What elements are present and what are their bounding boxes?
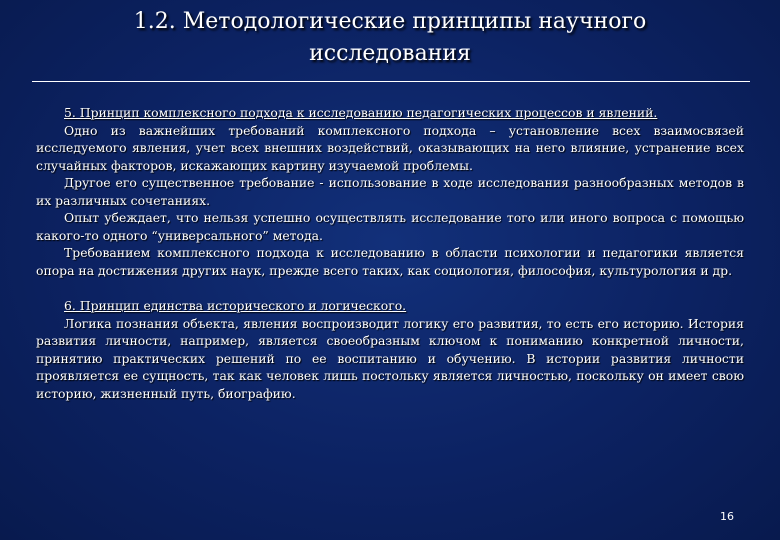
slide-body — [36, 104, 744, 402]
page-number: 16 — [720, 510, 734, 523]
title-line-1: 1.2. Методологические принципы научного — [133, 9, 647, 34]
section-5-paragraph-1: Одно из важнейших требований комплексного подхода – установление всех взаимосвязей исследуемого явления, учет всех внешних воздействий, оказывающих на него влияние, устранение всех случайных факторов, искажающих картину изучаемой проблемы. — [36, 122, 744, 173]
section-gap — [36, 279, 744, 297]
section-5-paragraph-3: Опыт убеждает, что нельзя успешно осуществлять исследование того или иного вопроса с помощью какого-то одного “универсального” метода. — [36, 210, 744, 243]
section-6-heading: 6. Принцип единства исторического и логического. — [64, 298, 407, 313]
section-5-paragraph-2: Другое его существенное требование - использование в ходе исследования разнообразных методов в их различных сочетаниях. — [36, 175, 744, 208]
title-divider — [32, 81, 750, 82]
slide-title — [0, 6, 780, 70]
section-5-paragraph-4: Требованием комплексного подхода к исследованию в области психологии и педагогики является опора на достижения других наук, прежде всего таких, как социология, философия, культурология и др. — [36, 245, 744, 278]
section-5-heading-paragraph — [36, 104, 744, 122]
title-line-2: исследования — [309, 41, 471, 66]
section-5-heading: 5. Принцип комплексного подхода к исследованию педагогических процессов и явлений. — [64, 105, 658, 120]
section-6-heading-paragraph — [36, 297, 744, 315]
section-6-paragraph-1: Логика познания объекта, явления воспроизводит логику его развития, то есть его историю. История развития личности, например, является своеобразным ключом к пониманию конкретной личности, принятию практических решений по ее воспитанию и обучению. В истории развития личности проявляется ее сущность, так как человек лишь постольку является личностью, поскольку он имеет свою историю, жизненный путь, биографию. — [36, 315, 744, 401]
